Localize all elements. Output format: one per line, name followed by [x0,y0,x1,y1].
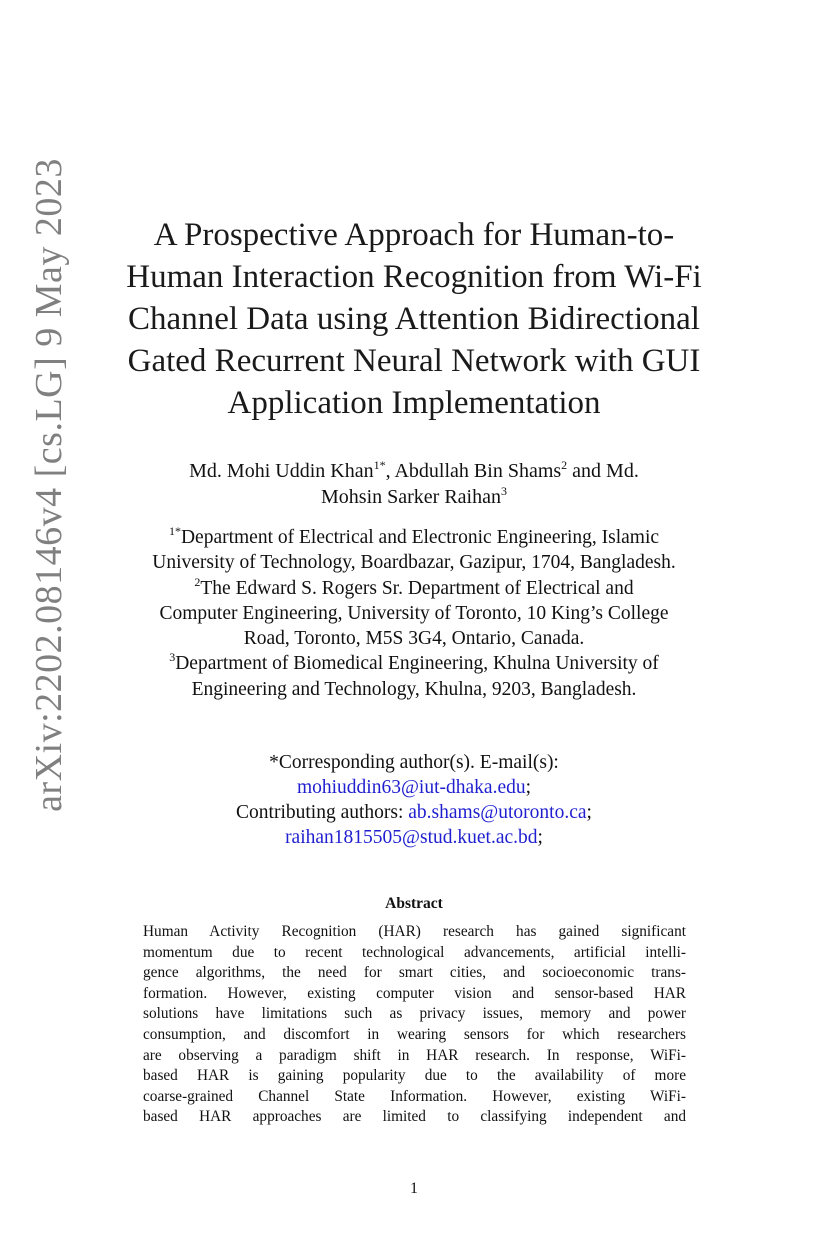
author-conjunction: and Md. [567,460,639,482]
title-line: Application Implementation [227,385,601,421]
author-marker: 2 [561,458,568,472]
affiliation-marker: 3 [169,650,176,665]
affiliation-text: Department of Biomedical Engineering, Khulna University of [175,653,659,675]
corresponding-label: *Corresponding author(s). E-mail(s): [269,752,559,773]
corresponding-email-link[interactable]: mohiuddin63@iut-dhaka.edu [296,777,526,798]
contributing-label: Contributing authors: [236,802,409,823]
correspondence-block [100,750,728,850]
abstract-line: are observing a paradigm shift in HAR research. In response, WiFi- [143,1046,686,1064]
contributing-line [100,800,728,825]
author-list [100,458,728,510]
abstract-line: consumption, and discomfort in wearing sensors for which researchers [143,1025,686,1043]
affiliation-line [100,576,728,601]
abstract-body [143,922,686,1128]
abstract-line: based HAR approaches are limited to classifying independent and [143,1108,686,1126]
title-line: A Prospective Approach for Human-to- [153,217,675,253]
separator: ; [525,777,532,798]
author-line [100,484,728,510]
abstract-heading: Abstract [385,895,443,912]
arxiv-identifier: arXiv:2202.08146v4 [cs.LG] 9 May 2023 [28,158,70,812]
author-name: Md. Mohi Uddin Khan [189,460,374,482]
abstract-line: solutions have limitations such as privacy issues, memory and power [143,1005,686,1023]
affiliation-line: Engineering and Technology, Khulna, 9203, Bangladesh. [191,678,637,700]
affiliation-line [100,525,728,550]
title-line: Gated Recurrent Neural Network with GUI [127,343,701,379]
separator: ; [586,802,592,823]
contributing-email-link[interactable]: ab.shams@utoronto.ca [408,802,587,823]
affiliation-line: University of Technology, Boardbazar, Gazipur, 1704, Bangladesh. [152,552,676,574]
abstract-line: coarse-grained Channel State Information. However, existing WiFi- [143,1087,686,1105]
abstract-line: formation. However, existing computer vision and sensor-based HAR [143,984,686,1002]
affiliation-line [100,651,728,676]
corresponding-email-line [100,775,728,800]
contributing-email-link[interactable]: raihan1815505@stud.kuet.ac.bd [285,827,538,848]
affiliation-marker: 2 [194,574,201,589]
affiliation-text: Department of Electrical and Electronic Engineering, Islamic [180,527,660,548]
abstract-line: based HAR is gaining popularity due to the availability of more [143,1067,686,1085]
affiliation-line: Road, Toronto, M5S 3G4, Ontario, Canada. [243,628,585,650]
affiliation-marker: 1* [168,524,181,538]
title-line: Channel Data using Attention Bidirectional [128,301,700,337]
abstract-line: momentum due to recent technological advancements, artificial intelli- [143,943,686,961]
separator: ; [537,827,543,848]
paper-title [100,214,728,424]
author-name: , Abdullah Bin Shams [385,460,562,482]
affiliation-line: Computer Engineering, University of Toronto, 10 King’s College [159,602,669,624]
abstract-line: Human Activity Recognition (HAR) research has gained significant [143,923,686,940]
author-marker: 1* [373,458,386,472]
title-line: Human Interaction Recognition from Wi-Fi [126,259,702,295]
author-marker: 3 [500,484,507,498]
page-number: 1 [410,1180,418,1197]
affiliations [100,525,728,702]
contributing-email-line [100,825,728,850]
affiliation-text: The Edward S. Rogers Sr. Department of Electrical and [200,577,634,599]
abstract-line: gence algorithms, the need for smart cities, and socioeconomic trans- [143,964,686,982]
author-line [100,458,728,484]
author-name: Mohsin Sarker Raihan [321,486,501,508]
